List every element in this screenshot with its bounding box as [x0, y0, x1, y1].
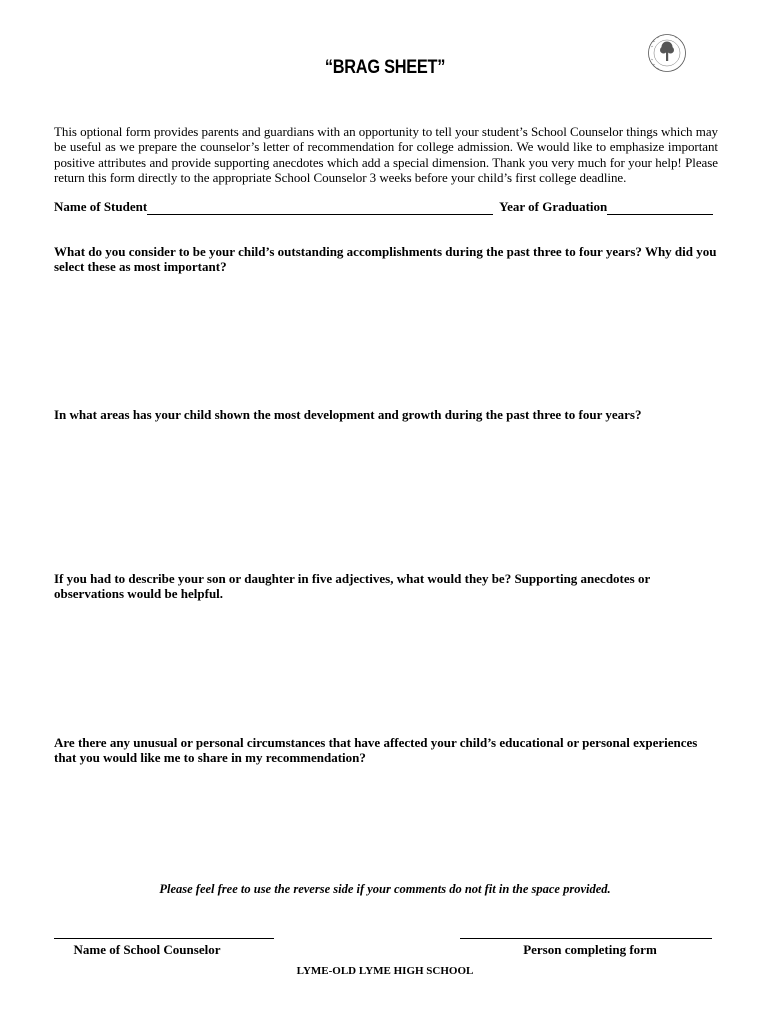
school-name: LYME-OLD LYME HIGH SCHOOL: [296, 965, 474, 977]
question-development: In what areas has your child shown the most development and growth during the past three to four years?: [54, 407, 642, 422]
answer-area-adjectives[interactable]: [54, 605, 718, 725]
question-circumstances: Are there any unusual or personal circumstances that have affected your child’s educational or personal experiences that you would like me to share in my recommendation?: [54, 735, 698, 766]
answer-area-accomplishments[interactable]: [54, 278, 718, 398]
question-adjectives: If you had to describe your son or daughter in five adjectives, what would they be? Supporting anecdotes or observations would be helpful.: [54, 571, 650, 602]
student-name-field[interactable]: [147, 202, 493, 215]
counselor-signature-label: Name of School Counselor: [73, 942, 221, 957]
intro-paragraph: This optional form provides parents and guardians with an opportunity to tell your student’s School Counselor things which may be useful as we prepare the counselor’s letter of recommendation for college admission. We would like to emphasize important positive attributes and provide supporting anecdotes which add a special dimension. Thank you very much for your help! Please return this form directly to the appropriate School Counselor 3 weeks before your child’s first college deadline.: [54, 124, 718, 185]
graduation-year-label: Year of Graduation: [499, 199, 608, 214]
form-title: “BRAG SHEET”: [324, 57, 446, 78]
completer-signature-line[interactable]: [460, 938, 712, 939]
student-name-label: Name of Student: [54, 199, 148, 214]
graduation-year-field[interactable]: [607, 202, 713, 215]
reverse-side-note: Please feel free to use the reverse side if your comments do not fit in the space provided.: [159, 882, 611, 896]
counselor-signature-line[interactable]: [54, 938, 274, 939]
answer-area-circumstances[interactable]: [54, 769, 718, 874]
student-info-row: [54, 199, 718, 215]
answer-area-development[interactable]: [54, 426, 718, 566]
question-accomplishments: What do you consider to be your child’s outstanding accomplishments during the past three to four years? Why did you select these as most important?: [54, 244, 717, 275]
completer-signature-label: Person completing form: [523, 942, 657, 957]
